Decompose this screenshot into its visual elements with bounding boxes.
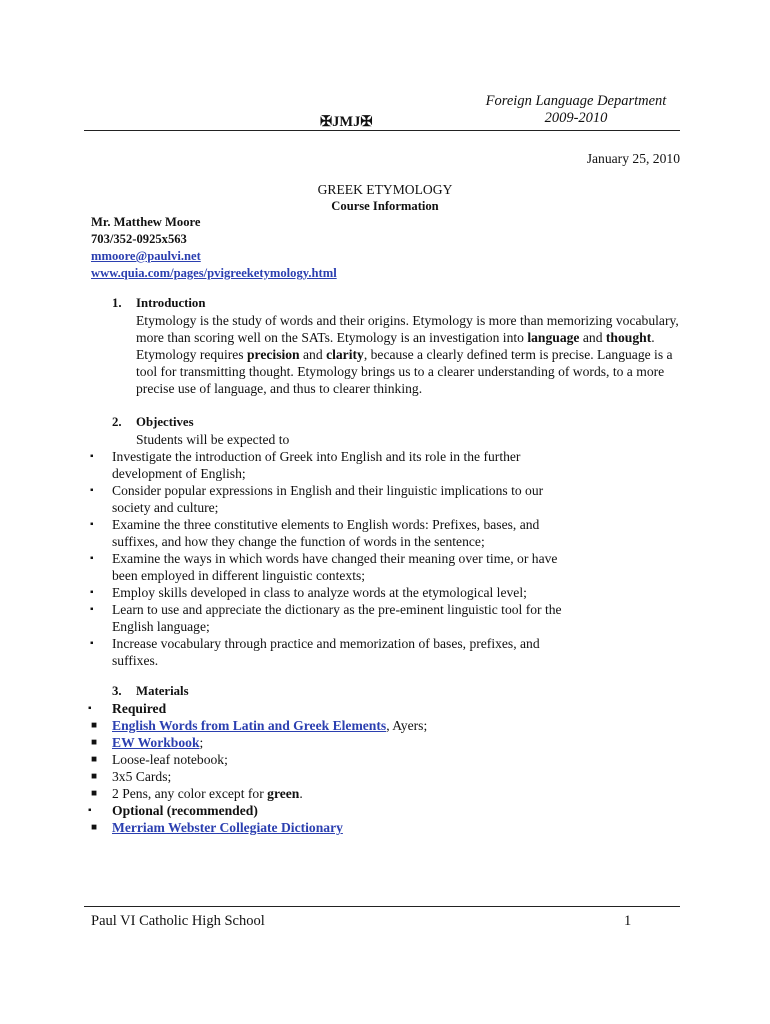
intro-paragraph: Etymology is the study of words and their origins. Etymology is more than memorizing vocabulary, more than scoring well on the SATs. Etymology is an investigation into language and thought. Etymology requires precision and clarity, because a clearly defined term is precise. Language is a tool for transmitting thought. Etymology brings us to a clearer understanding of words, to a more precise use of language, and thus to clearer thinking. — [136, 313, 679, 396]
email-link[interactable]: mmoore@paulvi.net — [91, 249, 201, 263]
school-year: 2009-2010 — [544, 110, 608, 126]
list-item: ▪ Investigate the introduction of Greek into English and its role in the further development of English; — [90, 449, 521, 481]
list-item: ▪ Consider popular expressions in English and their linguistic implications to our society and culture; — [90, 483, 544, 515]
section-title: Objectives — [136, 415, 194, 429]
list-item: ▪ Examine the ways in which words have changed their meaning over time, or have been employed in different linguistic contexts; — [90, 551, 558, 583]
contact-block — [91, 214, 337, 282]
list-item: ▪ Examine the three constitutive elements to English words: Prefixes, bases, and suffixes, and how they change the function of words in the sentence; — [90, 517, 540, 549]
dictionary-link[interactable]: Merriam Webster Collegiate Dictionary — [112, 820, 343, 835]
list-item: ■ 3x5 Cards; — [91, 769, 172, 784]
teacher-name: Mr. Matthew Moore — [91, 215, 201, 229]
list-item: ■ Loose-leaf notebook; — [91, 752, 228, 767]
list-item: ▪ Optional (recommended) ■ Merriam Webster Collegiate Dictionary — [112, 802, 692, 836]
department-header — [470, 93, 682, 127]
department-name: Foreign Language Department — [485, 93, 667, 109]
textbook-link[interactable]: English Words from Latin and Greek Elements — [112, 718, 387, 733]
footer-divider — [84, 906, 680, 907]
page-title: GREEK ETYMOLOGY — [317, 182, 453, 197]
jmj-mark: ✠JMJ✠ — [320, 114, 373, 130]
list-item: ■ English Words from Latin and Greek Elements, Ayers; — [91, 718, 428, 733]
list-item: ■ EW Workbook; — [91, 735, 204, 750]
document-date: January 25, 2010 — [586, 151, 680, 166]
teacher-phone: 703/352-0925x563 — [91, 232, 187, 246]
section-number: 1. — [112, 296, 122, 310]
section-number: 3. — [112, 684, 122, 698]
list-item: ■ 2 Pens, any color except for green. — [91, 786, 303, 801]
section-objectives — [90, 414, 692, 669]
section-number: 2. — [112, 415, 122, 429]
objectives-list — [90, 448, 564, 669]
list-item: ▪ Learn to use and appreciate the dictionary as the pre-eminent linguistic tool for the English language; — [90, 602, 562, 634]
materials-list — [88, 683, 692, 836]
required-label: Required — [112, 701, 167, 716]
header-divider — [84, 130, 680, 131]
page-subtitle: Course Information — [331, 199, 439, 213]
section-introduction — [112, 295, 692, 397]
website-link[interactable]: www.quia.com/pages/pvigreeketymology.html — [91, 266, 337, 280]
section-materials — [88, 683, 692, 836]
workbook-link[interactable]: EW Workbook — [112, 735, 200, 750]
page-number: 1 — [624, 913, 632, 929]
list-item: ▪ Increase vocabulary through practice and memorization of bases, prefixes, and suffixes. — [90, 636, 540, 668]
footer-school: Paul VI Catholic High School — [91, 913, 265, 929]
section-title: Materials — [136, 684, 189, 698]
objectives-lead: Students will be expected to — [136, 432, 290, 447]
required-list — [91, 717, 692, 802]
optional-list — [91, 819, 692, 836]
section-title: Introduction — [136, 296, 206, 310]
list-item: ■ Merriam Webster Collegiate Dictionary — [91, 820, 343, 835]
list-item: ▪ Employ skills developed in class to analyze words at the etymological level; — [90, 585, 527, 600]
optional-label: Optional (recommended) — [112, 803, 258, 818]
list-item: ▪ Required ■ English Words from Latin and Greek Elements, Ayers; ■ EW Workbook; ■ Loose-leaf notebook; ■ 3x5 Cards; ■ 2 Pens, any color except for green. — [112, 700, 692, 802]
